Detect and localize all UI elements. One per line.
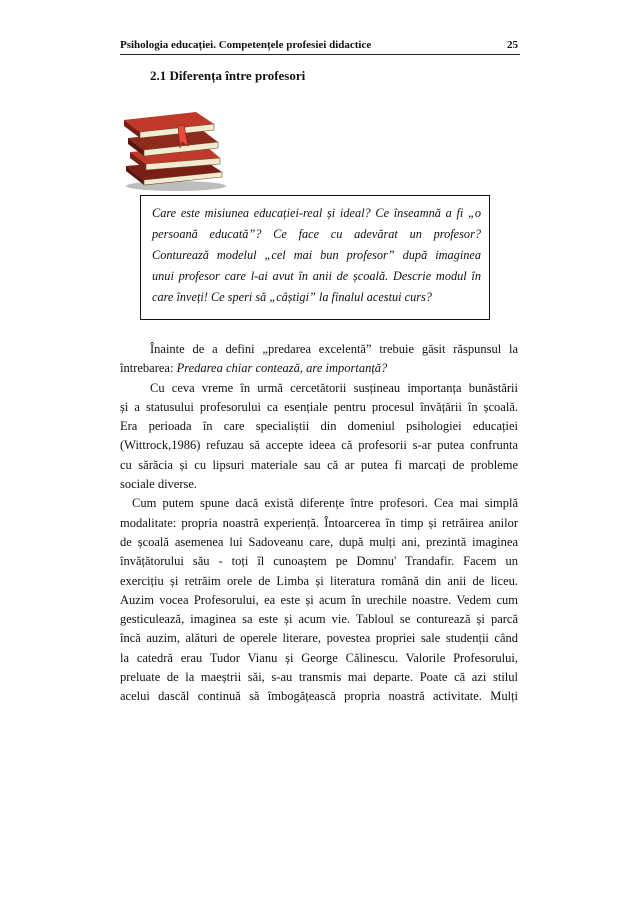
paragraph-line: învățătorului său - toți îl cunoaștem pe Domnu' Trandafir. Facem un xyxy=(120,554,518,569)
paragraph-line: încă auzim, alături de operele literare, povestea propriei sale studenții când xyxy=(120,631,518,646)
running-header xyxy=(120,38,520,55)
question-line: Care este misiunea educației-real și ideal? Ce înseamnă a fi „o xyxy=(152,206,481,220)
paragraph-line: preluate de la maeștrii săi, s-au transmis mai departe. Poate că azi stilul xyxy=(120,670,518,685)
paragraph-line xyxy=(120,359,518,378)
paragraph-line: Cum putem spune dacă există diferențe între profesori. Cea mai simplă xyxy=(132,496,518,511)
paragraph-line: exercițiu și retrăim orele de Limba și literatura română din anii de liceu. xyxy=(120,573,518,588)
paragraph-line: cu sărăcia și cu lipsuri materiale sau că ar putea fi marcați de probleme xyxy=(120,457,518,472)
italic-question: Predarea chiar contează, are importanță? xyxy=(176,361,388,376)
paragraph-line: Auzim vocea Profesorului, ea este și acum în urechile noastre. Vedem cum xyxy=(120,592,518,607)
reflection-question-box xyxy=(140,195,490,320)
paragraph-line: Cu ceva vreme în urmă cercetătorii susțineau importanța bunăstării xyxy=(150,380,518,395)
paragraph-line: modalitate: propria noastră experiență. Întoarcerea în timp și retrăirea anilor xyxy=(120,515,518,530)
question-line: unui profesor care l-ai avut în anii de școală. Descrie modul în xyxy=(152,269,481,283)
paragraph-line: gesticulează, imaginea sa este și acum vie. Tabloul se conturează și parcă xyxy=(120,612,518,627)
section-title: 2.1 Diferența între profesori xyxy=(150,68,306,83)
paragraph-line: la catedră erau Tudor Vianu și George Călinescu. Valorile Profesorului, xyxy=(120,650,518,665)
paragraph-line: Era perioada în care specialiștii din domeniul psihologiei educației xyxy=(120,419,518,434)
paragraph-line: acelui dascăl continuă să îmbogățească propria noastră activitate. Mulți xyxy=(120,689,518,704)
paragraph-line: sociale diverse. xyxy=(120,477,198,492)
body-text xyxy=(120,340,518,707)
question-line: care înveți! Ce speri să „câștigi” la finalul acestui curs? xyxy=(152,290,432,304)
text-run: întrebarea: xyxy=(120,361,177,376)
paragraph-line: Înainte de a defini „predarea excelentă” trebuie găsit răspunsul la xyxy=(150,342,518,356)
running-title: Psihologia educației. Competențele profesiei didactice xyxy=(120,39,372,51)
question-line: persoană educată”? Ce face cu adevărat un profesor? xyxy=(152,227,481,241)
paragraph-line: și a statusului profesorului ca esențiale pentru procesul învățării în școală. xyxy=(120,399,518,414)
stack-of-books-icon xyxy=(118,106,230,192)
question-line: Conturează modelul „cel mai bun profesor” după imaginea xyxy=(152,248,481,262)
paragraph-line: de școală asemenea lui Sadoveanu care, după mulți ani, prezintă imaginea xyxy=(120,534,518,549)
paragraph-line: (Wittrock,1986) refuzau să accepte ideea că profesorii s-ar putea confrunta xyxy=(120,438,518,453)
page-number: 25 xyxy=(507,39,518,51)
